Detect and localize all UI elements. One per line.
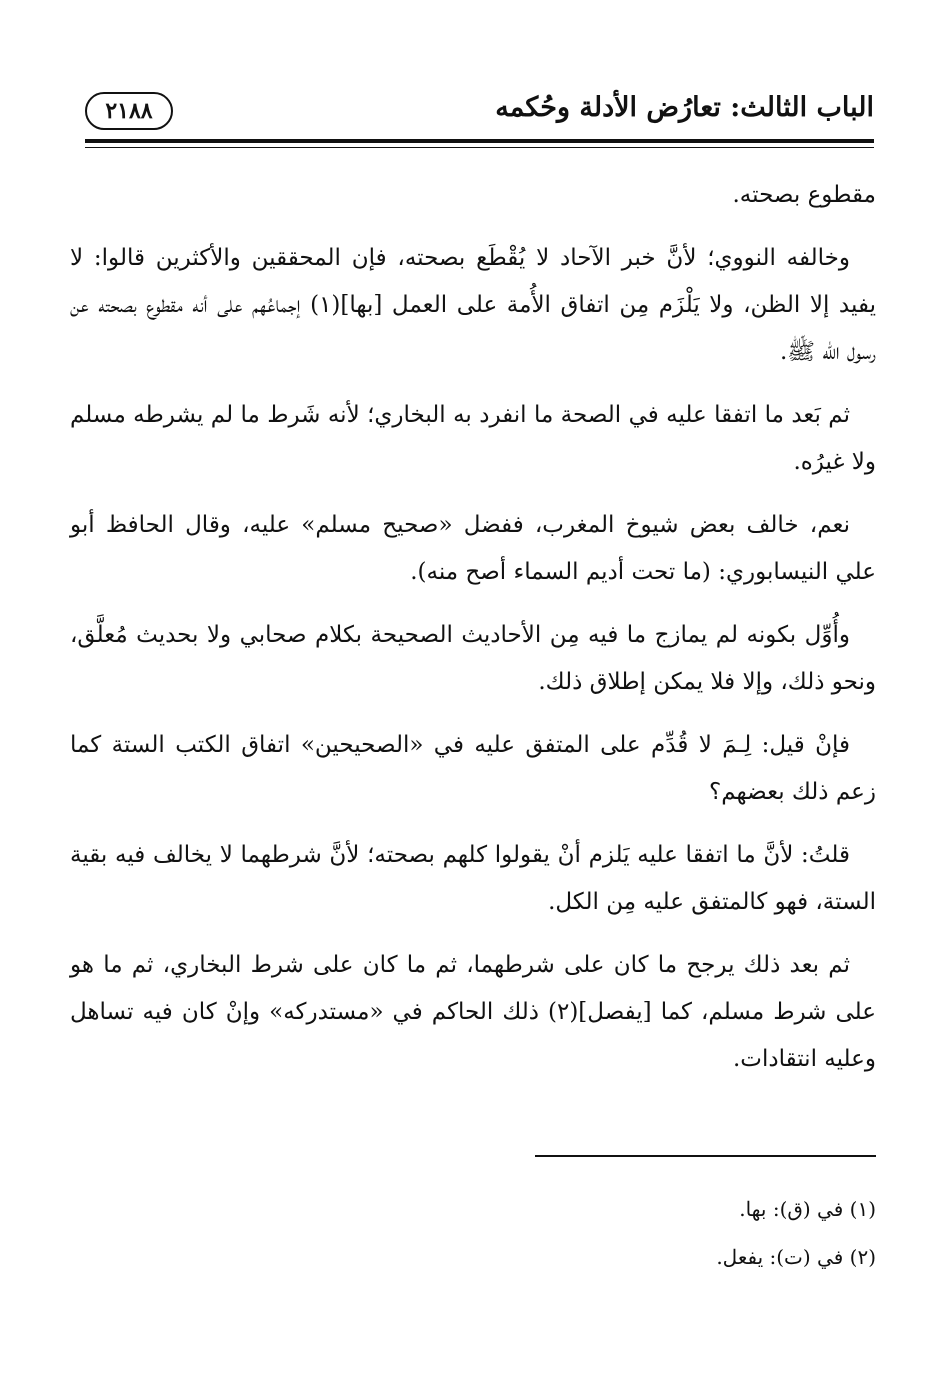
paragraph: وخالفه النووي؛ لأنَّ خبر الآحاد لا يُقْطَع بصحته، فإن المحققين والأكثرين قالوا: لا يفيد إلا الظن، ولا يَلْزَم مِن اتفاق الأُمة على العمل [بها](١) إجماعُهم على أنه مقطوع بصحته عن رسول الله ﷺ.: [70, 245, 876, 365]
footnote-separator: [535, 1155, 876, 1157]
paragraph: وأُوِّل بكونه لم يمازج ما فيه مِن الأحاديث الصحيحة بكلام صحابي ولا بحديث مُعلَّق، ونحو ذلك، وإلا فلا يمكن إطلاق ذلك.: [70, 622, 876, 695]
footnotes: [70, 1185, 876, 1281]
chapter-title: الباب الثالث: تعارُض الأدلة وحُكمه: [495, 92, 874, 123]
paragraph: مقطوع بصحته.: [732, 182, 876, 208]
paragraph: قلتُ: لأنَّ ما اتفقا عليه يَلزم أنْ يقولوا كلهم بصحته؛ لأنَّ شرطهما لا يخالف فيه بقية الستة، فهو كالمتفق عليه مِن الكل.: [70, 842, 876, 915]
paragraph: ثم بعد ذلك يرجح ما كان على شرطهما، ثم ما كان على شرط البخاري، ثم ما هو على شرط مسلم، كما [يفصل](٢) ذلك الحاكم في «مستدركه» وإنْ كان فيه تساهل وعليه انتقادات.: [70, 952, 876, 1072]
paragraph: نعم، خالف بعض شيوخ المغرب، ففضل «صحيح مسلم» عليه، وقال الحافظ أبو علي النيسابوري: (ما تحت أديم السماء أصح منه).: [70, 512, 876, 585]
main-text: [70, 172, 876, 1083]
paragraph: فإنْ قيل: لِـمَ لا قُدِّم على المتفق عليه في «الصحيحين» اتفاق الكتب الستة كما زعم ذلك بعضهم؟: [70, 732, 876, 805]
header-rule-thick: [85, 139, 874, 143]
page-number-badge: ٢١٨٨: [85, 92, 173, 130]
running-header: [85, 88, 874, 134]
header-rule-thin: [85, 147, 874, 148]
footnote: (١) في (ق): بها.: [739, 1197, 876, 1221]
footnote: (٢) في (ت): يفعل.: [716, 1245, 876, 1269]
paragraph: ثم بَعد ما اتفقا عليه في الصحة ما انفرد به البخاري؛ لأنه شَرط ما لم يشرطه مسلم ولا غيرُه.: [70, 402, 876, 475]
